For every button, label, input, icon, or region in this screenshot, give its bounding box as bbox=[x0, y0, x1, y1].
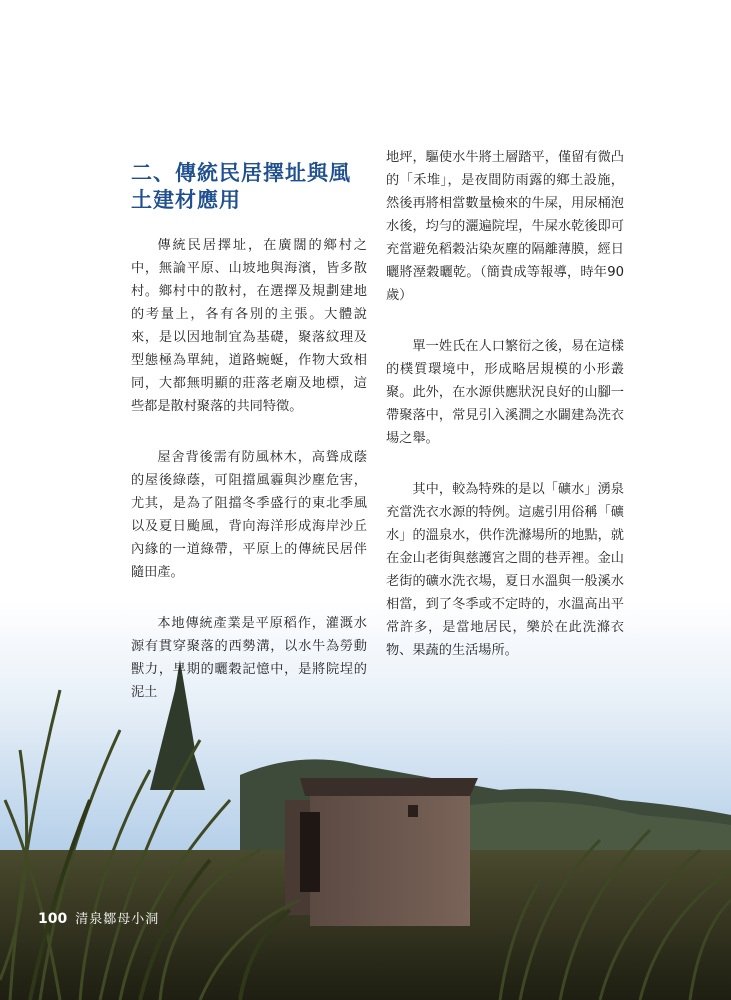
left-paragraph-3: 本地傳統產業是平原稻作，灌溉水源有貫穿聚落的西勢溝，以水牛為勞動獸力，早期的曬穀記憶中，是將院埕的泥土 bbox=[131, 616, 367, 700]
house-wall bbox=[310, 796, 470, 926]
right-paragraph-1: 地坪，驅使水牛將土層踏平，僅留有微凸的「禾堆」，是夜間防雨露的鄉土設施，然後再將相當數量檢來的牛屎，用尿桶泡水後，均勻的灑遍院埕，牛屎水乾後即可充當避免稻穀沾染灰塵的隔離薄膜，經日曬將溼穀曬乾。（簡貴成等報導，時年90歲） bbox=[386, 150, 624, 303]
page-footer bbox=[38, 908, 159, 927]
right-column bbox=[386, 146, 624, 690]
house-vent bbox=[408, 805, 418, 817]
left-column bbox=[131, 160, 367, 732]
right-paragraph-3: 其中，較為特殊的是以「礦水」湧泉充當洗衣水源的特例。這處引用俗稱「礦水」的溫泉水，供作洗滌場所的地點，就在金山老街與慈護宮之間的巷弄裡。金山老街的礦水洗衣場，夏日水溫與一般溪水相當，到了冬季或不定時的，水溫高出平常許多，是當地居民，樂於在此洗滌衣物、果蔬的生活場所。 bbox=[386, 482, 624, 658]
left-paragraph-1: 傳統民居擇址，在廣闊的鄉村之中，無論平原、山坡地與海濱，皆多散村。鄉村中的散村，在選擇及規劃建地的考量上，各有各別的主張。大體說來，是以因地制宜為基礎，聚落紋理及型態極為單純，道路蜿蜒，作物大致相同，大都無明顯的莊落老廟及地標，這些都是散村聚落的共同特徵。 bbox=[131, 238, 367, 414]
page-number: 100 bbox=[38, 911, 68, 927]
house-door bbox=[300, 812, 320, 892]
left-paragraph-2: 屋舍背後需有防風林木，高聳成蔭的屋後綠蔭，可阻擋風霾與沙塵危害，尤其，是為了阻擋冬季盛行的東北季風以及夏日颱風，背向海洋形成海岸沙丘內緣的一道綠帶，平原上的傳統民居伴隨田產。 bbox=[131, 450, 367, 580]
book-title: 清泉鄒母小洞 bbox=[75, 912, 160, 927]
right-paragraph-2: 單一姓氏在人口繁衍之後，易在這樣的樸質環境中，形成略居規模的小形叢聚。此外，在水源供應狀況良好的山腳一帶聚落中，常見引入溪澗之水闢建為洗衣場之舉。 bbox=[386, 339, 624, 446]
section-title: 二、傳統民居擇址與風土建材應用 bbox=[131, 161, 351, 212]
house-roof bbox=[300, 778, 478, 796]
